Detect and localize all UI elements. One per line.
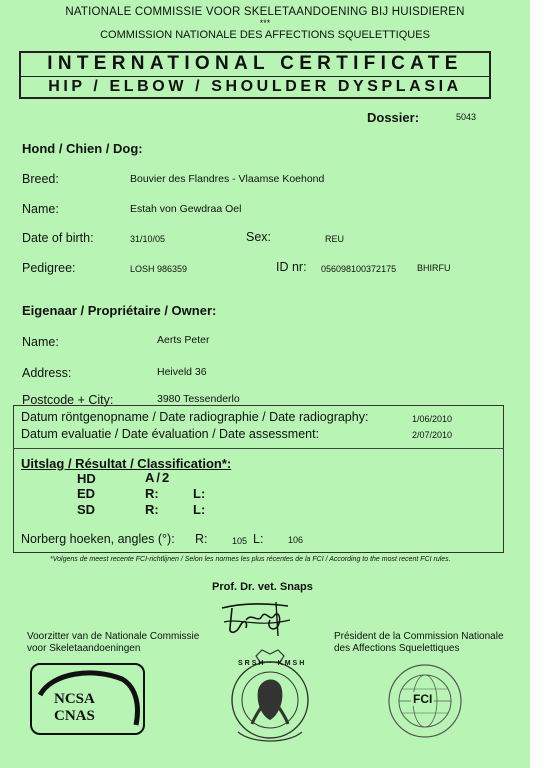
norberg-r-value: 105 [232,536,248,546]
pedigree-label: Pedigree: [22,261,76,275]
ed-label: ED [77,486,96,501]
certificate-title: INTERNATIONAL CERTIFICATE [47,53,463,74]
assessment-date-label: Datum evaluatie / Date évaluation / Date assessment: [21,427,320,441]
ncsa-logo [30,663,145,735]
dossier-label: Dossier: [367,110,420,125]
pedigree-value: LOSH 986359 [130,264,188,274]
city-label: Postcode + City: [22,393,114,407]
ed-l-label: L: [193,486,206,501]
chairman-title-fr-1: Président de la Commission Nationale [334,631,504,642]
chairman-title-fr-2: des Affections Squelettiques [334,643,460,654]
city-value: 3980 Tessenderlo [157,393,240,405]
dob-value: 31/10/05 [130,234,166,244]
dates-divider [13,448,504,449]
hd-value: A/2 [145,470,172,485]
owner-name-value: Aerts Peter [157,334,210,346]
dob-label: Date of birth: [22,231,94,245]
results-heading: Uitslag / Résultat / Classification*: [21,456,232,471]
address-value: Heiveld 36 [157,366,207,378]
dog-heading: Hond / Chien / Dog: [22,141,143,156]
certificate-subtitle: HIP / ELBOW / SHOULDER DYSPLASIA [48,78,462,95]
sex-label: Sex: [246,230,272,244]
dog-name-value: Estah von Gewdraa Oel [130,203,242,215]
norberg-l-label: L: [253,532,264,546]
chairman-title-nl-1: Voorzitter van de Nationale Commissie [27,631,200,642]
breed-value: Bouvier des Flandres - Vlaamse Koehond [130,173,325,185]
breed-label: Breed: [22,172,59,186]
sd-r-label: R: [145,502,159,517]
address-label: Address: [22,366,72,380]
sd-l-label: L: [193,502,206,517]
norberg-label: Norberg hoeken, angles (°): [21,532,175,546]
dog-name-label: Name: [22,202,59,216]
footnote: *Volgens de meest recente FCI-richtlijnen / Selon les normes les plus récentes de la FCI / According to the most recent FCI rules. [50,556,451,563]
radiography-date-value: 1/06/2010 [412,414,453,424]
assessment-date-value: 2/07/2010 [412,430,453,440]
norberg-l-value: 106 [288,535,304,545]
ncsa-text: NCSA [54,691,95,707]
signatory-name: Prof. Dr. vet. Snaps [212,581,313,593]
dossier-number: 5043 [456,112,477,122]
owner-heading: Eigenaar / Propriétaire / Owner: [22,303,217,318]
chairman-title-nl-2: voor Skeletaandoeningen [27,643,141,654]
norberg-r-label: R: [195,532,208,546]
ed-r-label: R: [145,486,159,501]
title-divider [19,76,491,77]
sd-label: SD [77,502,96,517]
hd-label: HD [77,471,96,486]
cnas-text: CNAS [54,708,95,724]
commission-name-nl: NATIONALE COMMISSIE VOOR SKELETAANDOENING BIJ HUISDIEREN [65,6,465,18]
seal-text: SRSH · KMSH [238,660,307,667]
id-value: 056098100372175 [321,264,397,274]
id-label: ID nr: [276,260,307,274]
header-stars: *** [259,18,271,28]
handwritten-signature [218,598,296,638]
commission-name-fr: COMMISSION NATIONALE DES AFFECTIONS SQUELETTIQUES [100,29,430,41]
fci-text: FCI [413,692,433,706]
owner-name-label: Name: [22,335,59,349]
id-extra: BHIRFU [417,263,451,273]
radiography-date-label: Datum röntgenopname / Date radiographie / Date radiography: [21,410,369,424]
sex-value: REU [325,234,345,244]
